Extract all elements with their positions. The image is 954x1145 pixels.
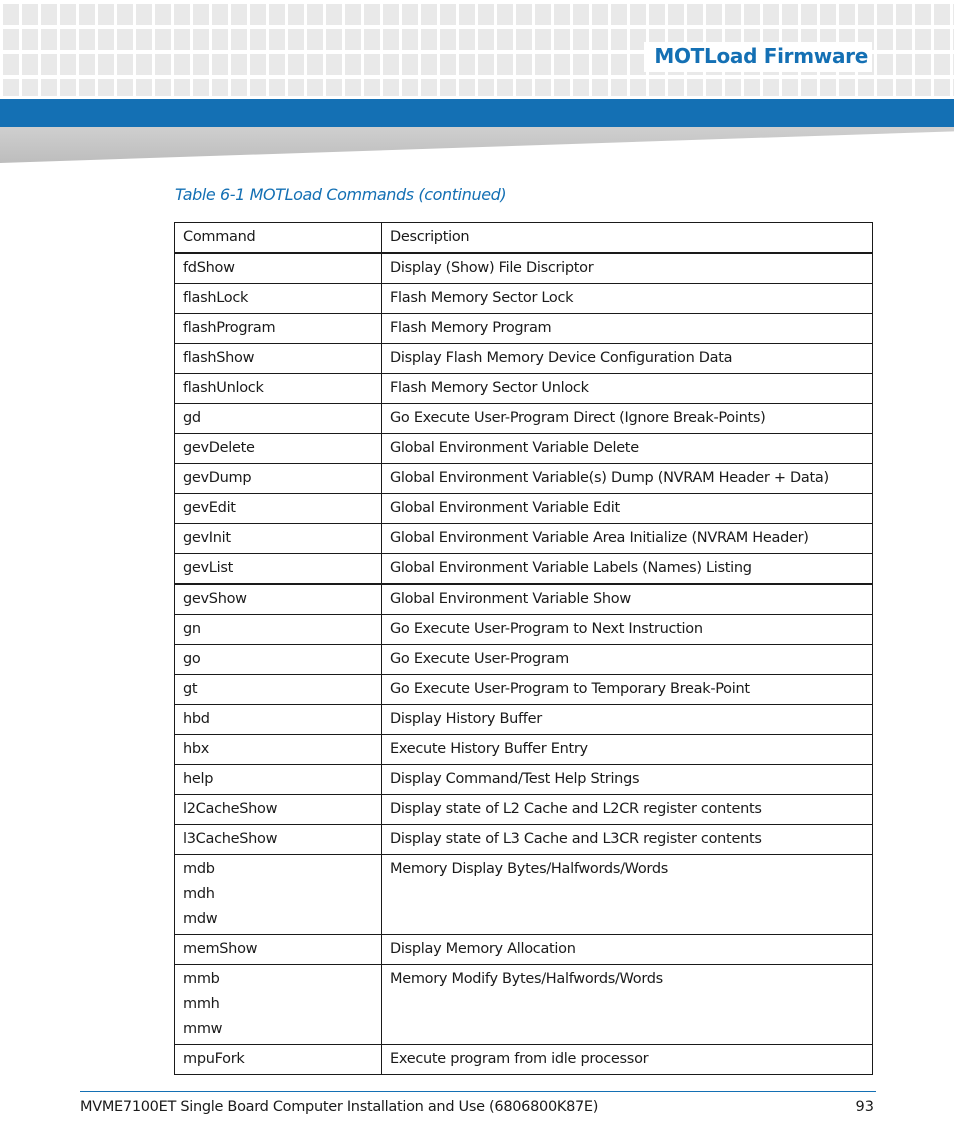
- table-row: [175, 1045, 873, 1075]
- command-cell: [175, 765, 382, 795]
- description-cell: Global Environment Variable Delete: [382, 434, 873, 464]
- command-cell: [175, 524, 382, 554]
- footer-rule: [80, 1091, 876, 1092]
- command-name: l2CacheShow: [183, 801, 278, 817]
- table-row: [175, 344, 873, 374]
- command-name: mmh: [183, 996, 220, 1012]
- description-cell: Flash Memory Program: [382, 314, 873, 344]
- page-number: 93: [855, 1099, 874, 1115]
- description-cell: Go Execute User-Program to Next Instruction: [382, 615, 873, 645]
- table-row: [175, 554, 873, 585]
- command-name: mmb: [183, 971, 220, 987]
- table-row: [175, 735, 873, 765]
- table-row: [175, 404, 873, 434]
- column-header-description: Description: [382, 223, 873, 254]
- description-cell: Execute History Buffer Entry: [382, 735, 873, 765]
- table-row: [175, 705, 873, 735]
- description-cell: Global Environment Variable Area Initialize (NVRAM Header): [382, 524, 873, 554]
- command-name: fdShow: [183, 260, 235, 276]
- description-cell: Display state of L2 Cache and L2CR register contents: [382, 795, 873, 825]
- command-name: gevDump: [183, 470, 252, 486]
- command-name: l3CacheShow: [183, 831, 278, 847]
- table-row: [175, 795, 873, 825]
- command-cell: [175, 494, 382, 524]
- table-header-row: [175, 223, 873, 254]
- header-gray-wedge: [0, 127, 954, 163]
- page-header-title: MOTLoad Firmware: [644, 42, 872, 72]
- description-cell: Flash Memory Sector Lock: [382, 284, 873, 314]
- command-name: gevShow: [183, 591, 247, 607]
- command-name: help: [183, 771, 214, 787]
- table-row: [175, 935, 873, 965]
- description-cell: Memory Display Bytes/Halfwords/Words: [382, 855, 873, 935]
- description-cell: Go Execute User-Program to Temporary Break-Point: [382, 675, 873, 705]
- command-name: gevEdit: [183, 500, 236, 516]
- command-name: go: [183, 651, 201, 667]
- description-cell: Display Memory Allocation: [382, 935, 873, 965]
- command-cell: [175, 584, 382, 615]
- description-cell: Display Command/Test Help Strings: [382, 765, 873, 795]
- command-cell: [175, 253, 382, 284]
- table-row: [175, 825, 873, 855]
- command-cell: [175, 344, 382, 374]
- footer-document-title: MVME7100ET Single Board Computer Installation and Use (6806800K87E): [80, 1099, 599, 1115]
- table-row: [175, 855, 873, 935]
- command-name: flashUnlock: [183, 380, 264, 396]
- table-row: [175, 253, 873, 284]
- table-row: [175, 494, 873, 524]
- command-cell: [175, 935, 382, 965]
- command-cell: [175, 705, 382, 735]
- command-name: gt: [183, 681, 198, 697]
- description-cell: Display History Buffer: [382, 705, 873, 735]
- command-name: hbx: [183, 741, 210, 757]
- table-row: [175, 434, 873, 464]
- table-row: [175, 615, 873, 645]
- command-cell: [175, 615, 382, 645]
- table-row: [175, 584, 873, 615]
- table-row: [175, 524, 873, 554]
- table-row: [175, 314, 873, 344]
- commands-table: [174, 222, 873, 1075]
- description-cell: Go Execute User-Program Direct (Ignore Break-Points): [382, 404, 873, 434]
- command-cell: [175, 645, 382, 675]
- command-cell: [175, 374, 382, 404]
- command-name: hbd: [183, 711, 210, 727]
- table-row: [175, 645, 873, 675]
- table-caption: Table 6-1 MOTLoad Commands (continued): [175, 185, 507, 204]
- command-cell: [175, 314, 382, 344]
- description-cell: Go Execute User-Program: [382, 645, 873, 675]
- description-cell: Global Environment Variable Show: [382, 584, 873, 615]
- command-cell: [175, 1045, 382, 1075]
- description-cell: Memory Modify Bytes/Halfwords/Words: [382, 965, 873, 1045]
- table-row: [175, 965, 873, 1045]
- description-cell: Global Environment Variable Labels (Names) Listing: [382, 554, 873, 585]
- command-cell: [175, 404, 382, 434]
- command-cell: [175, 965, 382, 1045]
- description-cell: Execute program from idle processor: [382, 1045, 873, 1075]
- description-cell: Display state of L3 Cache and L3CR register contents: [382, 825, 873, 855]
- command-name: gn: [183, 621, 201, 637]
- column-header-command: Command: [175, 223, 382, 254]
- command-cell: [175, 554, 382, 585]
- command-name: gevList: [183, 560, 233, 576]
- table-body: [175, 253, 873, 1075]
- command-name: mmw: [183, 1021, 223, 1037]
- table-row: [175, 765, 873, 795]
- description-cell: Display (Show) File Discriptor: [382, 253, 873, 284]
- command-cell: [175, 464, 382, 494]
- command-name: gevDelete: [183, 440, 255, 456]
- table-row: [175, 374, 873, 404]
- command-cell: [175, 795, 382, 825]
- command-cell: [175, 434, 382, 464]
- command-cell: [175, 284, 382, 314]
- description-cell: Flash Memory Sector Unlock: [382, 374, 873, 404]
- command-name: gevInit: [183, 530, 231, 546]
- table-row: [175, 464, 873, 494]
- command-cell: [175, 855, 382, 935]
- description-cell: Global Environment Variable Edit: [382, 494, 873, 524]
- header-blue-bar: [0, 99, 954, 127]
- command-name: mdh: [183, 886, 215, 902]
- command-name: gd: [183, 410, 201, 426]
- command-name: memShow: [183, 941, 258, 957]
- command-cell: [175, 735, 382, 765]
- command-cell: [175, 825, 382, 855]
- table-row: [175, 675, 873, 705]
- command-cell: [175, 675, 382, 705]
- command-name: flashLock: [183, 290, 249, 306]
- description-cell: Global Environment Variable(s) Dump (NVRAM Header + Data): [382, 464, 873, 494]
- description-cell: Display Flash Memory Device Configuration Data: [382, 344, 873, 374]
- command-name: flashProgram: [183, 320, 276, 336]
- command-name: mdb: [183, 861, 215, 877]
- command-name: mdw: [183, 911, 218, 927]
- command-name: flashShow: [183, 350, 255, 366]
- table-row: [175, 284, 873, 314]
- command-name: mpuFork: [183, 1051, 245, 1067]
